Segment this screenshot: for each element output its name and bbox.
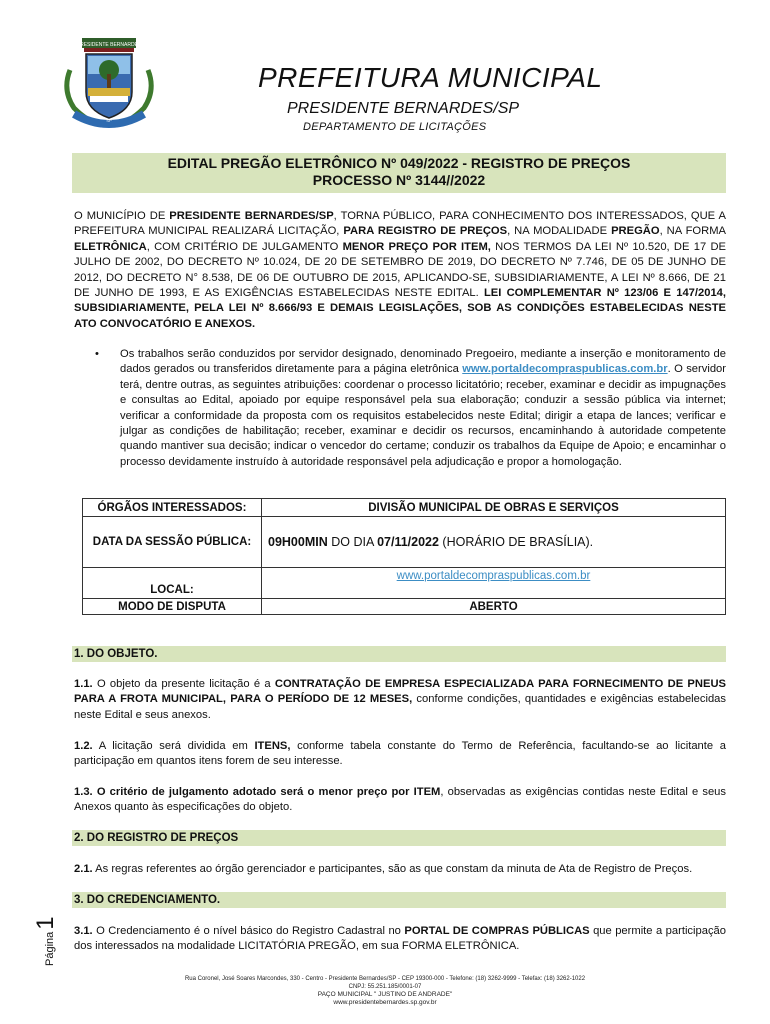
paragraph-1-2: 1.2. A licitação será dividida em ITENS, conforme tabela constante do Termo de Referência, facultando-se ao licitante a participação em quantos itens forem de seu interesse. [74,740,726,768]
dispute-mode-value: ABERTO [262,599,726,615]
page-number-marker [22,918,70,978]
orgaos-value: DIVISÃO MUNICIPAL DE OBRAS E SERVIÇOS [262,499,726,517]
table-row [83,499,726,517]
svg-text:SP: SP [106,118,112,123]
municipality-title: PREFEITURA MUNICIPAL [258,62,603,93]
paragraph-1-3: 1.3. O critério de julgamento adotado será o menor preço por ITEM, observadas as exigências contidas neste Edital e seus Anexos quanto às especificações do objeto. [74,786,726,814]
footer-paco: PAÇO MUNICIPAL " JUSTINO DE ANDRADE" [317,991,453,998]
footer-website[interactable]: www.presidentebernardes.sp.gov.br [333,999,437,1006]
table-row [83,517,726,568]
bullet-text: Os trabalhos serão conduzidos por servidor designado, denominado Pregoeiro, mediante a inserção e monitoramento de dados gerados ou transferidos diretamente para a página eletrônica www.portaldecompraspublicas.com.br. O servidor terá, dentre outras, as seguintes atribuições: coordenar o processo licitatório; receber, examinar e decidir as impugnações e consultas ao Edital, apoiado por equipe responsável pela sua elaboração; conduzir a sessão pública via internet; verificar a conformidade da proposta com os requisitos estabelecidos neste Edital; dirigir a etapa de lances; verificar e julgar as condições de habilitação; receber, examinar e decidir os recursos, encaminhando à autoridade competente quando mantiver sua decisão; indicar o vencedor do certame; conduzir os trabalhos da Equipe de Apoio; e encaminhar o processo devidamente instruído à autoridade responsável pela adjudicação e propor a homologação. [120,348,726,468]
svg-text:PRESIDENTE BERNARDES: PRESIDENTE BERNARDES [76,42,142,48]
session-date-label: DATA DA SESSÃO PÚBLICA: [83,517,262,568]
table-row [83,599,726,615]
session-info-table [82,498,726,615]
page-number: 1 [32,916,59,930]
bullet-icon: • [95,348,99,360]
section-heading-credenciamento: 3. DO CREDENCIAMENTO. [72,892,726,908]
page-label: Página [44,931,56,966]
municipal-coat-of-arms-logo [60,30,158,130]
process-number-line: PROCESSO Nº 3144//2022 [312,172,486,188]
section-heading-objeto: 1. DO OBJETO. [72,646,726,662]
paragraph-2-1: 2.1. As regras referentes ao órgão gerenciador e participantes, são as que constam da minuta de Ata de Registro de Preços. [74,863,693,875]
local-link[interactable]: www.portaldecompraspublicas.com.br [262,568,726,599]
footer-address: Rua Coronel, José Soares Marcondes, 330 - Centro - Presidente Bernardes/SP - CEP 19300-000 - Telefone: (18) 3262-9999 - Telefax: (18) 3262-1022 [184,976,586,982]
edital-title-line1: EDITAL PREGÃO ELETRÔNICO Nº 049/2022 - REGISTRO DE PREÇOS [167,155,631,171]
paragraph-3-1: 3.1. O Credenciamento é o nível básico do Registro Cadastral no PORTAL DE COMPRAS PÚBLICAS que permite a participação dos interessados na modalidade LICITATÓRIA PREGÃO, em sua FORMA ELETRÔNICA. [74,925,726,953]
department-name: DEPARTAMENTO DE LICITAÇÕES [303,121,487,133]
section-heading-registro: 2. DO REGISTRO DE PREÇOS [72,830,726,846]
dispute-mode-label: MODO DE DISPUTA [83,599,262,615]
local-label: LOCAL: [83,568,262,599]
paragraph-1-1: 1.1. O objeto da presente licitação é a CONTRATAÇÃO DE EMPRESA ESPECIALIZADA PARA FORNECIMENTO DE PNEUS PARA A FROTA MUNICIPAL, PARA O PERÍODO DE 12 MESES, conforme condições, quantidades e exigências estabelecidas neste Edital e seus anexos. [74,678,726,721]
intro-paragraph: O MUNICÍPIO DE PRESIDENTE BERNARDES/SP, TORNA PÚBLICO, PARA CONHECIMENTO DOS INTERESSADOS, QUE A PREFEITURA MUNICIPAL REALIZARÁ LICITAÇÃO, PARA REGISTRO DE PREÇOS, NA MODALIDADE PREGÃO, NA FORMA ELETRÔNICA, COM CRITÉRIO DE JULGAMENTO MENOR PREÇO POR ITEM, NOS TERMOS DA LEI Nº 10.520, DE 17 DE JULHO DE 2002, DO DECRETO Nº 10.024, DE 20 DE SETEMBRO DE 2019, DO DECRETO Nº 7.746, DE 05 DE JUNHO DE 2012, DO DECRETO N° 8.538, DE 06 DE OUTUBRO DE 2015, APLICANDO-SE, SUBSIDIARIAMENTE, A LEI Nº 8.666, DE 21 DE JUNHO DE 1993, E AS EXIGÊNCIAS ESTABELECIDAS NESTE EDITAL. LEI COMPLEMENTAR Nº 123/06 E 147/2014, SUBSIDIARIAMENTE, PELA LEI Nº 8.666/93 E DEMAIS LEGISLAÇÕES, SOB AS CONDIÇÕES ESTABELECIDAS NESTE ATO CONVOCATÓRIO E ANEXOS. [74,210,727,330]
footer-cnpj: CNPJ: 55.251.185/0001-07 [348,984,422,990]
portal-link[interactable]: www.portaldecompraspublicas.com.br [462,363,668,376]
orgaos-label: ÓRGÃOS INTERESSADOS: [83,499,262,517]
table-row [83,568,726,599]
session-date-value: 09H00MIN DO DIA 07/11/2022 (HORÁRIO DE BRASÍLIA). [262,517,726,568]
pregoeiro-bullet-item [95,347,726,470]
municipality-subtitle: PRESIDENTE BERNARDES/SP [287,100,520,117]
edital-title-banner [72,153,726,193]
